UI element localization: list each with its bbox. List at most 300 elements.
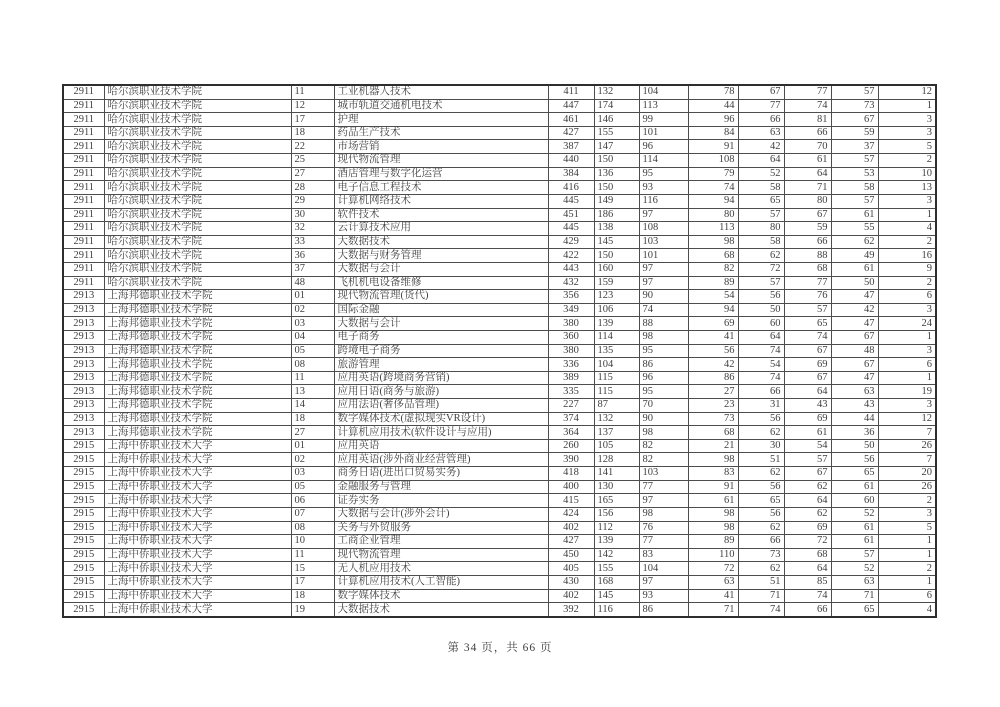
cell-value-8: 3	[878, 303, 936, 317]
table-row	[63, 344, 936, 358]
cell-value-5: 64	[738, 330, 784, 344]
cell-major-name: 应用英语(跨境商务营销)	[334, 371, 548, 385]
cell-major-name: 计算机应用技术(软件设计与应用)	[334, 426, 548, 440]
cell-school-name: 上海中侨职业技术大学	[104, 507, 291, 521]
cell-value-7: 67	[831, 358, 878, 372]
table-row	[63, 535, 936, 549]
cell-value-6: 67	[784, 208, 831, 222]
cell-value-3: 99	[639, 113, 688, 127]
table-row	[63, 494, 936, 508]
cell-value-7: 73	[831, 99, 878, 113]
cell-value-4: 41	[688, 589, 738, 603]
cell-value-6: 64	[784, 494, 831, 508]
cell-value-1: 440	[548, 154, 594, 168]
cell-value-3: 116	[639, 194, 688, 208]
cell-value-1: 451	[548, 208, 594, 222]
cell-value-1: 416	[548, 181, 594, 195]
cell-value-2: 116	[594, 603, 639, 617]
cell-value-1: 335	[548, 385, 594, 399]
cell-value-6: 57	[784, 453, 831, 467]
cell-school-code: 2913	[63, 426, 104, 440]
cell-school-name: 哈尔滨职业技术学院	[104, 140, 291, 154]
cell-major-code: 01	[291, 439, 334, 453]
cell-value-1: 450	[548, 548, 594, 562]
cell-value-8: 3	[878, 507, 936, 521]
cell-value-5: 65	[738, 494, 784, 508]
table-row	[63, 330, 936, 344]
cell-major-code: 28	[291, 181, 334, 195]
cell-value-7: 52	[831, 507, 878, 521]
cell-value-7: 67	[831, 330, 878, 344]
cell-value-1: 427	[548, 126, 594, 140]
cell-school-name: 上海中侨职业技术大学	[104, 575, 291, 589]
cell-major-name: 药品生产技术	[334, 126, 548, 140]
cell-value-4: 23	[688, 399, 738, 413]
cell-major-name: 大数据与会计	[334, 317, 548, 331]
cell-major-name: 应用法语(奢侈品管理)	[334, 399, 548, 413]
table-row	[63, 521, 936, 535]
cell-value-7: 43	[831, 399, 878, 413]
cell-school-code: 2915	[63, 589, 104, 603]
cell-major-name: 酒店管理与数字化运营	[334, 167, 548, 181]
cell-value-5: 57	[738, 276, 784, 290]
cell-value-5: 74	[738, 603, 784, 617]
cell-value-8: 5	[878, 140, 936, 154]
cell-school-code: 2913	[63, 358, 104, 372]
cell-value-4: 63	[688, 575, 738, 589]
cell-school-name: 哈尔滨职业技术学院	[104, 222, 291, 236]
cell-value-7: 56	[831, 453, 878, 467]
cell-major-code: 18	[291, 412, 334, 426]
cell-value-8: 1	[878, 330, 936, 344]
cell-value-7: 52	[831, 562, 878, 576]
cell-value-1: 430	[548, 575, 594, 589]
table-row	[63, 222, 936, 236]
cell-value-4: 98	[688, 507, 738, 521]
cell-value-8: 26	[878, 480, 936, 494]
table-row	[63, 385, 936, 399]
cell-school-name: 哈尔滨职业技术学院	[104, 208, 291, 222]
cell-school-name: 哈尔滨职业技术学院	[104, 262, 291, 276]
cell-value-2: 115	[594, 371, 639, 385]
cell-value-1: 260	[548, 439, 594, 453]
cell-major-code: 05	[291, 344, 334, 358]
cell-value-8: 3	[878, 194, 936, 208]
cell-value-5: 58	[738, 181, 784, 195]
cell-value-7: 61	[831, 521, 878, 535]
cell-value-8: 1	[878, 371, 936, 385]
cell-school-name: 上海邦德职业技术学院	[104, 290, 291, 304]
cell-value-3: 97	[639, 208, 688, 222]
table-row	[63, 371, 936, 385]
cell-value-8: 2	[878, 494, 936, 508]
cell-value-4: 56	[688, 344, 738, 358]
admission-score-table	[62, 84, 937, 618]
cell-value-3: 95	[639, 344, 688, 358]
cell-major-code: 22	[291, 140, 334, 154]
cell-school-name: 上海邦德职业技术学院	[104, 426, 291, 440]
cell-value-6: 80	[784, 194, 831, 208]
cell-value-8: 10	[878, 167, 936, 181]
cell-value-5: 63	[738, 126, 784, 140]
table-row	[63, 290, 936, 304]
cell-value-5: 66	[738, 385, 784, 399]
cell-major-name: 飞机机电设备维修	[334, 276, 548, 290]
cell-value-7: 50	[831, 276, 878, 290]
cell-value-8: 3	[878, 399, 936, 413]
cell-value-5: 50	[738, 303, 784, 317]
cell-value-5: 72	[738, 262, 784, 276]
cell-major-name: 大数据与会计(涉外会计)	[334, 507, 548, 521]
cell-value-5: 31	[738, 399, 784, 413]
cell-value-5: 71	[738, 589, 784, 603]
cell-school-name: 哈尔滨职业技术学院	[104, 126, 291, 140]
cell-value-4: 91	[688, 140, 738, 154]
cell-value-3: 95	[639, 167, 688, 181]
cell-value-5: 66	[738, 535, 784, 549]
cell-school-name: 上海中侨职业技术大学	[104, 494, 291, 508]
cell-school-name: 哈尔滨职业技术学院	[104, 167, 291, 181]
cell-value-7: 57	[831, 194, 878, 208]
cell-value-7: 60	[831, 494, 878, 508]
cell-value-7: 48	[831, 344, 878, 358]
cell-value-1: 364	[548, 426, 594, 440]
cell-value-6: 76	[784, 290, 831, 304]
cell-value-6: 66	[784, 235, 831, 249]
cell-major-code: 05	[291, 480, 334, 494]
cell-school-name: 上海邦德职业技术学院	[104, 385, 291, 399]
cell-value-5: 67	[738, 85, 784, 99]
cell-value-3: 97	[639, 262, 688, 276]
cell-major-name: 市场营销	[334, 140, 548, 154]
table-row	[63, 303, 936, 317]
cell-value-6: 68	[784, 262, 831, 276]
cell-value-7: 71	[831, 589, 878, 603]
table-row	[63, 589, 936, 603]
cell-value-4: 110	[688, 548, 738, 562]
cell-value-7: 57	[831, 154, 878, 168]
cell-value-3: 90	[639, 290, 688, 304]
cell-value-2: 136	[594, 167, 639, 181]
cell-value-2: 138	[594, 222, 639, 236]
table-row	[63, 140, 936, 154]
cell-value-1: 411	[548, 85, 594, 99]
cell-major-code: 02	[291, 453, 334, 467]
cell-school-code: 2913	[63, 303, 104, 317]
cell-school-code: 2915	[63, 548, 104, 562]
cell-value-4: 80	[688, 208, 738, 222]
cell-major-name: 软件技术	[334, 208, 548, 222]
cell-school-code: 2911	[63, 276, 104, 290]
cell-value-6: 61	[784, 426, 831, 440]
cell-value-3: 98	[639, 507, 688, 521]
cell-value-5: 57	[738, 208, 784, 222]
cell-value-2: 156	[594, 507, 639, 521]
cell-value-6: 88	[784, 249, 831, 263]
cell-major-code: 07	[291, 507, 334, 521]
cell-value-7: 53	[831, 167, 878, 181]
cell-value-7: 44	[831, 412, 878, 426]
cell-value-8: 2	[878, 154, 936, 168]
table-row	[63, 439, 936, 453]
cell-value-2: 159	[594, 276, 639, 290]
cell-school-name: 哈尔滨职业技术学院	[104, 85, 291, 99]
cell-value-8: 9	[878, 262, 936, 276]
cell-value-6: 69	[784, 521, 831, 535]
cell-value-1: 374	[548, 412, 594, 426]
cell-value-6: 70	[784, 140, 831, 154]
cell-value-1: 402	[548, 589, 594, 603]
cell-value-6: 64	[784, 385, 831, 399]
cell-value-6: 67	[784, 371, 831, 385]
cell-major-code: 36	[291, 249, 334, 263]
cell-value-7: 57	[831, 85, 878, 99]
cell-value-8: 19	[878, 385, 936, 399]
cell-value-6: 61	[784, 154, 831, 168]
cell-school-name: 哈尔滨职业技术学院	[104, 154, 291, 168]
cell-value-3: 82	[639, 439, 688, 453]
table-row	[63, 480, 936, 494]
cell-major-code: 13	[291, 385, 334, 399]
cell-value-6: 59	[784, 222, 831, 236]
table-row	[63, 249, 936, 263]
cell-value-5: 30	[738, 439, 784, 453]
cell-major-code: 04	[291, 330, 334, 344]
cell-value-5: 54	[738, 358, 784, 372]
cell-school-code: 2913	[63, 385, 104, 399]
table-row	[63, 154, 936, 168]
cell-value-4: 41	[688, 330, 738, 344]
cell-value-2: 186	[594, 208, 639, 222]
cell-school-code: 2911	[63, 235, 104, 249]
cell-value-8: 3	[878, 344, 936, 358]
cell-school-name: 哈尔滨职业技术学院	[104, 276, 291, 290]
cell-value-1: 422	[548, 249, 594, 263]
cell-value-3: 96	[639, 140, 688, 154]
cell-value-2: 105	[594, 439, 639, 453]
cell-value-3: 104	[639, 562, 688, 576]
cell-value-2: 104	[594, 358, 639, 372]
cell-school-code: 2911	[63, 85, 104, 99]
cell-value-7: 42	[831, 303, 878, 317]
cell-value-8: 5	[878, 521, 936, 535]
cell-value-4: 72	[688, 562, 738, 576]
table-row	[63, 113, 936, 127]
cell-value-3: 101	[639, 126, 688, 140]
cell-major-name: 数字媒体技术(虚拟现实VR设计)	[334, 412, 548, 426]
cell-value-2: 145	[594, 589, 639, 603]
cell-value-2: 142	[594, 548, 639, 562]
cell-major-code: 29	[291, 194, 334, 208]
cell-value-5: 56	[738, 507, 784, 521]
cell-school-code: 2915	[63, 603, 104, 617]
cell-value-5: 66	[738, 113, 784, 127]
cell-major-code: 37	[291, 262, 334, 276]
cell-major-name: 城市轨道交通机电技术	[334, 99, 548, 113]
cell-value-2: 139	[594, 535, 639, 549]
cell-major-code: 30	[291, 208, 334, 222]
cell-major-code: 48	[291, 276, 334, 290]
cell-value-4: 98	[688, 235, 738, 249]
cell-school-code: 2911	[63, 167, 104, 181]
cell-value-6: 77	[784, 276, 831, 290]
cell-value-7: 36	[831, 426, 878, 440]
cell-value-3: 97	[639, 276, 688, 290]
cell-value-8: 26	[878, 439, 936, 453]
cell-school-name: 上海中侨职业技术大学	[104, 535, 291, 549]
cell-school-name: 上海中侨职业技术大学	[104, 603, 291, 617]
table-row	[63, 167, 936, 181]
cell-major-name: 应用英语	[334, 439, 548, 453]
cell-major-code: 27	[291, 167, 334, 181]
cell-value-2: 155	[594, 126, 639, 140]
cell-value-8: 3	[878, 113, 936, 127]
cell-value-7: 37	[831, 140, 878, 154]
cell-value-6: 64	[784, 562, 831, 576]
cell-value-7: 47	[831, 371, 878, 385]
cell-value-8: 12	[878, 412, 936, 426]
cell-value-6: 54	[784, 439, 831, 453]
table-row	[63, 194, 936, 208]
cell-value-5: 52	[738, 167, 784, 181]
cell-school-name: 上海中侨职业技术大学	[104, 589, 291, 603]
table-row	[63, 99, 936, 113]
cell-value-3: 113	[639, 99, 688, 113]
table-row	[63, 562, 936, 576]
cell-value-6: 71	[784, 181, 831, 195]
cell-value-4: 78	[688, 85, 738, 99]
cell-major-name: 护理	[334, 113, 548, 127]
cell-value-8: 1	[878, 575, 936, 589]
cell-major-code: 08	[291, 521, 334, 535]
cell-school-name: 哈尔滨职业技术学院	[104, 181, 291, 195]
cell-value-1: 447	[548, 99, 594, 113]
cell-value-2: 139	[594, 317, 639, 331]
cell-value-3: 93	[639, 589, 688, 603]
cell-major-code: 18	[291, 589, 334, 603]
cell-value-2: 150	[594, 181, 639, 195]
cell-value-2: 141	[594, 467, 639, 481]
cell-value-1: 418	[548, 467, 594, 481]
cell-value-2: 132	[594, 412, 639, 426]
cell-value-4: 69	[688, 317, 738, 331]
cell-value-4: 108	[688, 154, 738, 168]
cell-value-5: 73	[738, 548, 784, 562]
cell-value-7: 59	[831, 126, 878, 140]
cell-major-name: 跨境电子商务	[334, 344, 548, 358]
table-row	[63, 453, 936, 467]
cell-value-4: 86	[688, 371, 738, 385]
cell-value-3: 103	[639, 235, 688, 249]
cell-school-code: 2915	[63, 494, 104, 508]
cell-school-name: 上海中侨职业技术大学	[104, 562, 291, 576]
cell-major-name: 数字媒体技术	[334, 589, 548, 603]
cell-school-code: 2915	[63, 507, 104, 521]
cell-school-code: 2913	[63, 344, 104, 358]
cell-value-6: 65	[784, 317, 831, 331]
cell-major-name: 大数据技术	[334, 235, 548, 249]
cell-major-code: 27	[291, 426, 334, 440]
cell-school-code: 2911	[63, 113, 104, 127]
cell-value-6: 85	[784, 575, 831, 589]
cell-school-name: 上海邦德职业技术学院	[104, 303, 291, 317]
cell-school-code: 2913	[63, 330, 104, 344]
cell-school-name: 上海中侨职业技术大学	[104, 480, 291, 494]
cell-value-7: 61	[831, 535, 878, 549]
cell-value-6: 67	[784, 467, 831, 481]
cell-school-name: 上海邦德职业技术学院	[104, 412, 291, 426]
cell-major-code: 18	[291, 126, 334, 140]
cell-value-4: 68	[688, 249, 738, 263]
cell-value-1: 427	[548, 535, 594, 549]
cell-major-code: 06	[291, 494, 334, 508]
cell-major-code: 17	[291, 575, 334, 589]
cell-major-name: 应用日语(商务与旅游)	[334, 385, 548, 399]
cell-value-6: 74	[784, 330, 831, 344]
cell-value-1: 445	[548, 222, 594, 236]
cell-value-2: 145	[594, 235, 639, 249]
cell-major-code: 19	[291, 603, 334, 617]
cell-value-8: 16	[878, 249, 936, 263]
cell-value-6: 67	[784, 344, 831, 358]
cell-school-name: 上海中侨职业技术大学	[104, 453, 291, 467]
cell-school-code: 2913	[63, 399, 104, 413]
cell-value-4: 83	[688, 467, 738, 481]
cell-value-8: 1	[878, 535, 936, 549]
table-row	[63, 467, 936, 481]
cell-value-5: 77	[738, 99, 784, 113]
cell-value-5: 74	[738, 344, 784, 358]
cell-school-name: 上海中侨职业技术大学	[104, 548, 291, 562]
cell-value-4: 61	[688, 494, 738, 508]
cell-value-2: 165	[594, 494, 639, 508]
cell-value-4: 89	[688, 535, 738, 549]
cell-value-3: 76	[639, 521, 688, 535]
cell-value-8: 6	[878, 290, 936, 304]
cell-major-code: 02	[291, 303, 334, 317]
cell-major-code: 03	[291, 317, 334, 331]
cell-school-code: 2913	[63, 317, 104, 331]
cell-major-name: 现代物流管理	[334, 548, 548, 562]
cell-value-8: 7	[878, 453, 936, 467]
cell-value-5: 62	[738, 467, 784, 481]
cell-major-name: 无人机应用技术	[334, 562, 548, 576]
table-row	[63, 126, 936, 140]
cell-school-code: 2915	[63, 521, 104, 535]
cell-value-3: 83	[639, 548, 688, 562]
cell-value-7: 65	[831, 603, 878, 617]
cell-school-code: 2911	[63, 208, 104, 222]
cell-value-8: 2	[878, 562, 936, 576]
cell-major-name: 大数据与财务管理	[334, 249, 548, 263]
cell-value-8: 7	[878, 426, 936, 440]
cell-value-3: 74	[639, 303, 688, 317]
cell-value-3: 70	[639, 399, 688, 413]
cell-school-code: 2913	[63, 412, 104, 426]
cell-value-3: 93	[639, 181, 688, 195]
cell-value-3: 95	[639, 385, 688, 399]
cell-value-7: 61	[831, 208, 878, 222]
cell-value-2: 112	[594, 521, 639, 535]
cell-school-code: 2911	[63, 181, 104, 195]
cell-value-8: 4	[878, 603, 936, 617]
cell-value-3: 88	[639, 317, 688, 331]
cell-value-2: 130	[594, 480, 639, 494]
cell-major-code: 17	[291, 113, 334, 127]
cell-value-4: 84	[688, 126, 738, 140]
cell-value-8: 24	[878, 317, 936, 331]
table-row	[63, 603, 936, 617]
